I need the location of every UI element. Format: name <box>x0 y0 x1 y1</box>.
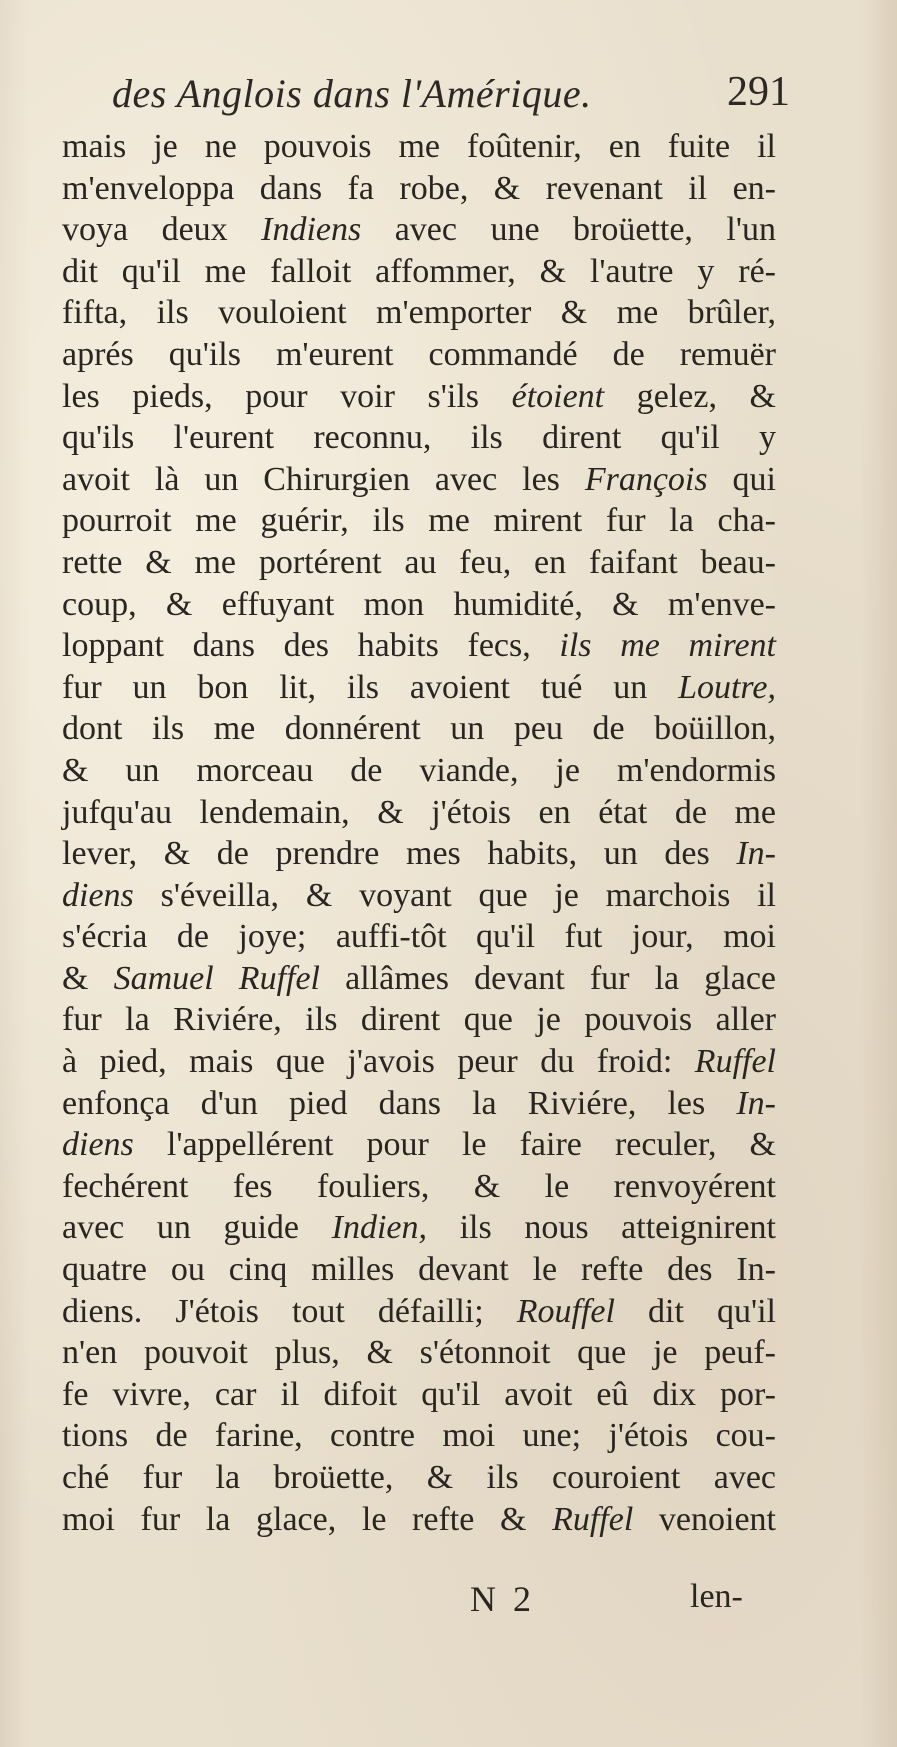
text-line <box>62 168 776 210</box>
body-text <box>62 126 776 1540</box>
italic-text: In- <box>736 1084 776 1122</box>
text-span: avec une broüette, l'un <box>361 211 776 249</box>
signature-mark: N 2 <box>470 1579 535 1619</box>
text-line <box>62 584 776 626</box>
text-line <box>62 1457 776 1499</box>
text-line <box>62 251 776 293</box>
italic-text: étoient <box>511 377 605 415</box>
text-line <box>62 708 776 750</box>
text-span: & <box>62 959 114 997</box>
text-line <box>62 126 776 168</box>
text-span: à pied, mais que j'avois peur du froid: <box>62 1043 695 1081</box>
text-span: fur la Riviére, ils dirent que je pouvois aller <box>62 1001 776 1039</box>
text-line <box>62 542 776 584</box>
text-span: gelez, & <box>604 377 777 415</box>
italic-text: diens <box>62 876 134 914</box>
text-span: l'appellérent pour le faire reculer, & <box>133 1126 776 1164</box>
text-span: rette & me portérent au feu, en faifant beau- <box>62 543 776 581</box>
text-span: loppant dans des habits fecs, <box>62 627 560 665</box>
text-span: quatre ou cinq milles devant le refte des In- <box>62 1251 776 1289</box>
italic-text: Ruffel <box>694 1043 776 1081</box>
italic-text: François <box>584 460 708 498</box>
text-span: fechérent fes fouliers, & le renvoyérent <box>62 1167 776 1205</box>
text-span: mais je ne pouvois me foûtenir, en fuite il <box>62 128 776 165</box>
italic-text: Indien, <box>331 1209 427 1247</box>
text-span: fifta, ils vouloient m'emporter & me brûler, <box>62 294 776 332</box>
text-span: s'éveilla, & voyant que je marchois il <box>133 876 776 914</box>
text-span: les pieds, pour voir s'ils <box>62 377 512 415</box>
text-line <box>62 1041 776 1083</box>
running-title: des Anglois dans l'Amérique. <box>112 71 592 116</box>
text-span: s'écria de joye; auffi-tôt qu'il fut jour, moi <box>62 918 776 956</box>
text-line <box>62 958 776 1000</box>
italic-text: In- <box>736 835 776 873</box>
text-span: allâmes devant fur la glace <box>320 959 776 997</box>
page-number: 291 <box>727 69 790 115</box>
text-line <box>62 833 776 875</box>
text-span: enfonça d'un pied dans la Riviére, les <box>62 1084 737 1122</box>
text-line <box>62 1415 776 1457</box>
text-line <box>62 750 776 792</box>
text-span: lever, & de prendre mes habits, un des <box>62 835 737 873</box>
text-span: coup, & effuyant mon humidité, & m'enve- <box>62 585 776 623</box>
text-line <box>62 376 776 418</box>
text-span: dit qu'il me falloit affommer, & l'autre y ré- <box>62 252 776 290</box>
text-line <box>62 417 776 459</box>
text-span: tions de farine, contre moi une; j'étois cou- <box>62 1417 776 1455</box>
text-span: & un morceau de viande, je m'endormis <box>62 751 776 789</box>
text-span: avec un guide <box>62 1209 332 1247</box>
text-span: dit qu'il <box>614 1292 776 1330</box>
text-span: dont ils me donnérent un peu de boüillon, <box>62 710 776 748</box>
text-line <box>62 792 776 834</box>
text-span: ils nous atteignirent <box>427 1209 777 1247</box>
text-line <box>62 999 776 1041</box>
text-line <box>62 916 776 958</box>
text-line <box>62 1499 776 1541</box>
text-line <box>62 1332 776 1374</box>
text-span: venoient <box>633 1500 776 1538</box>
text-line <box>62 625 776 667</box>
text-line <box>62 1124 776 1166</box>
italic-text: Rouffel <box>516 1292 615 1330</box>
text-line <box>62 209 776 251</box>
text-span: qui <box>707 460 776 498</box>
text-line <box>62 1207 776 1249</box>
text-span: qu'ils l'eurent reconnu, ils dirent qu'il y <box>62 419 776 457</box>
italic-text: Loutre, <box>678 668 776 706</box>
text-span: fur un bon lit, ils avoient tué un <box>62 668 679 706</box>
text-line <box>62 667 776 709</box>
text-line <box>62 1291 776 1333</box>
text-line <box>62 1374 776 1416</box>
text-span: ché fur la broüette, & ils couroient avec <box>62 1459 776 1496</box>
text-line <box>62 459 776 501</box>
text-span: moi fur la glace, le refte & <box>62 1500 553 1538</box>
text-line <box>62 1166 776 1208</box>
text-span: fe vivre, car il difoit qu'il avoit eû dix por- <box>62 1375 776 1413</box>
text-line <box>62 1083 776 1125</box>
text-span: m'enveloppa dans fa robe, & revenant il en- <box>62 169 776 207</box>
italic-text: Samuel Ruffel <box>113 959 320 997</box>
text-span: diens. J'étois tout défailli; <box>62 1292 517 1330</box>
text-line <box>62 875 776 917</box>
text-span: avoit là un Chirurgien avec les <box>62 460 585 498</box>
italic-text: Indiens <box>261 211 362 249</box>
text-span: n'en pouvoit plus, & s'étonnoit que je peuf- <box>62 1334 776 1372</box>
italic-text: Ruffel <box>552 1500 634 1538</box>
text-line <box>62 292 776 334</box>
text-span: jufqu'au lendemain, & j'étois en état de me <box>62 793 776 831</box>
text-span: voya deux <box>62 211 262 249</box>
catchword: len- <box>690 1578 743 1615</box>
text-line <box>62 334 776 376</box>
text-line <box>62 1249 776 1291</box>
page-footer <box>0 1578 897 1626</box>
text-span: pourroit me guérir, ils me mirent fur la cha- <box>62 502 776 540</box>
italic-text: diens <box>62 1126 134 1164</box>
italic-text: ils me mirent <box>559 627 777 665</box>
text-span: aprés qu'ils m'eurent commandé de remuër <box>62 335 776 373</box>
text-line <box>62 500 776 542</box>
running-head <box>100 68 790 124</box>
